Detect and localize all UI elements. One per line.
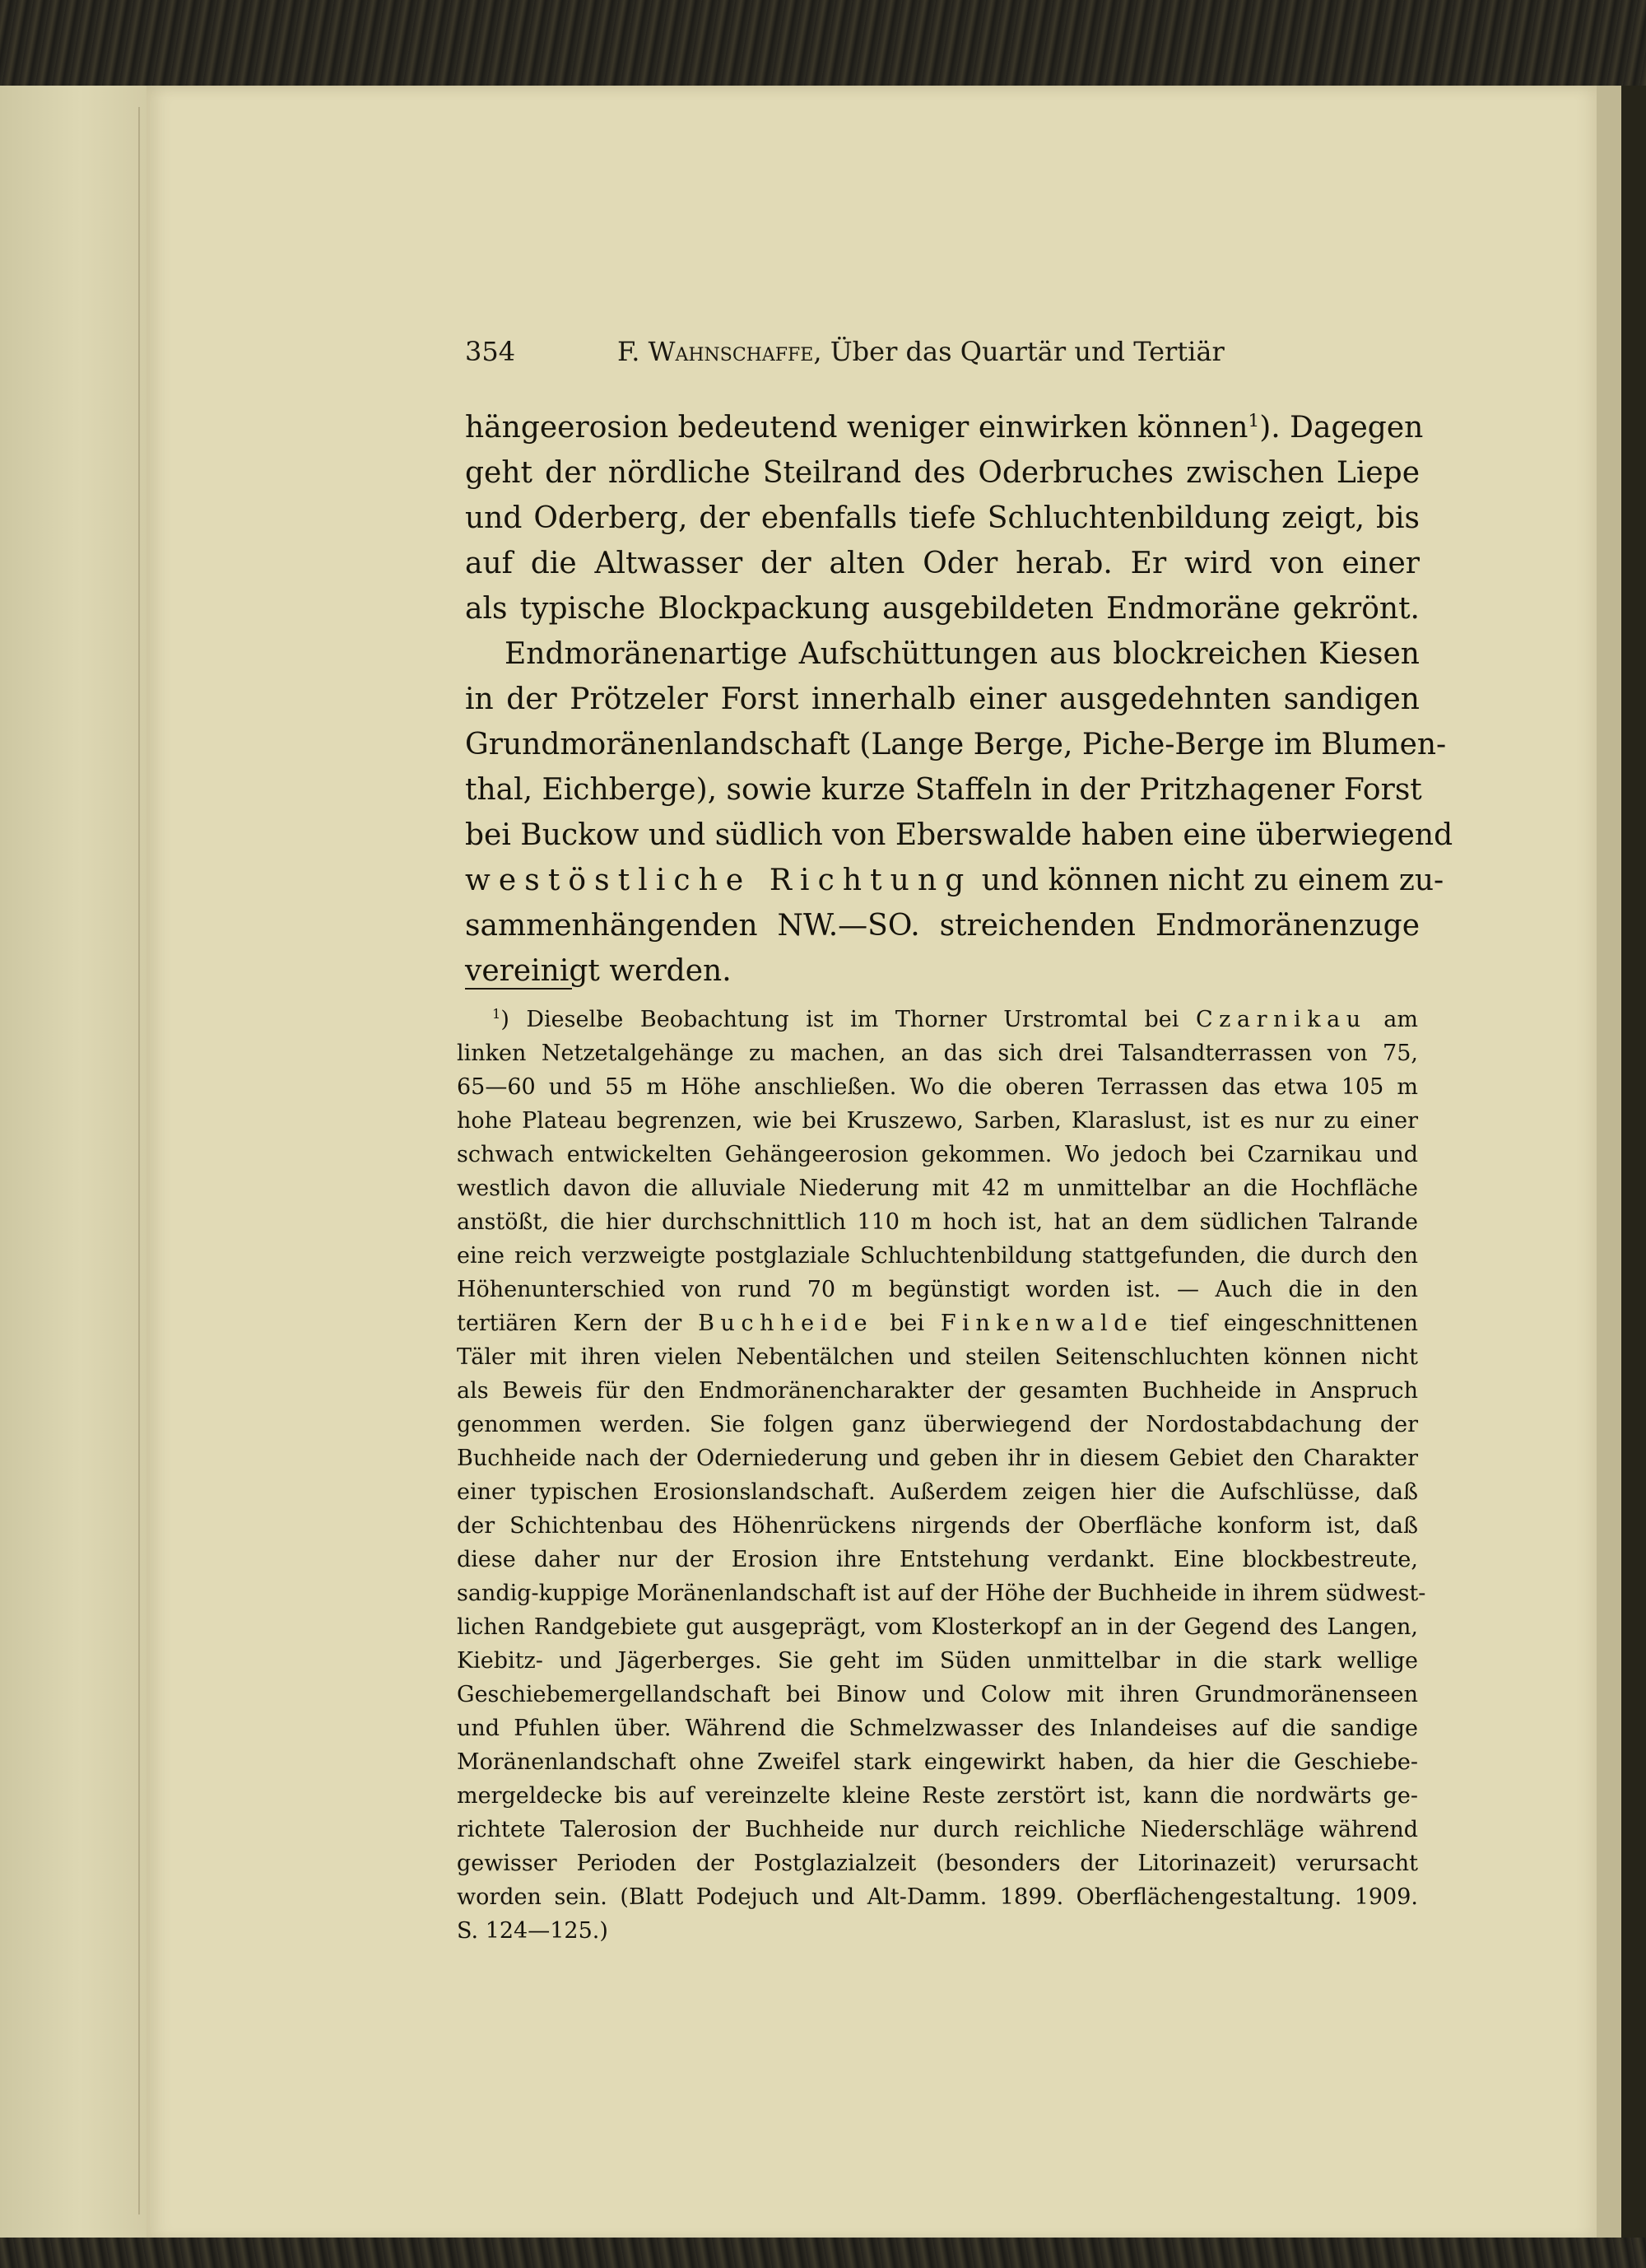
footnote-line: Höhenunterschied von rund 70 m begünstigt worden ist. — Auch die in den (457, 1277, 1418, 1302)
footnote-line: Buchheide nach der Oderniederung und geben ihr in diesem Gebiet den Charakter (457, 1446, 1418, 1471)
footnote-line: als Beweis für den Endmoränencharakter der gesamten Buchheide in Anspruch (457, 1378, 1418, 1404)
footnote-line: hohe Plateau begrenzen, wie bei Kruszewo, Sarben, Klaraslust, ist es nur zu einer (457, 1108, 1418, 1134)
main-text (465, 405, 1453, 994)
footnote-line: 65—60 und 55 m Höhe anschließen. Wo die oberen Terrassen das etwa 105 m (457, 1074, 1418, 1100)
text-line: vereinigt werden. (465, 954, 732, 988)
footnote-line: worden sein. (Blatt Podejuch und Alt-Damm. 1899. Oberflächengestaltung. 1909. (457, 1884, 1418, 1910)
previous-page-edge (0, 86, 146, 2242)
footnote-line: Täler mit ihren vielen Nebentälchen und steilen Seitenschluchten können nicht (457, 1344, 1418, 1370)
text-line: und Oderberg, der ebenfalls tiefe Schluchtenbildung zeigt, bis (465, 501, 1420, 535)
footnote-line: S. 124—125.) (457, 1918, 608, 1944)
text-line: westöstliche Richtung und können nicht zu einem zu- (465, 864, 1444, 897)
footnote-line: anstößt, die hier durchschnittlich 110 m hoch ist, hat an dem südlichen Talrande (457, 1209, 1418, 1235)
footnote-rule (465, 988, 572, 990)
footnote-line: Geschiebemergellandschaft bei Binow und Colow mit ihren Grundmoränenseen (457, 1682, 1418, 1707)
page-number: 354 (465, 336, 516, 367)
text-line: thal, Eichberge), sowie kurze Staffeln in der Pritzhagener Forst (465, 773, 1422, 807)
footnote-line: genommen werden. Sie folgen ganz überwiegend der Nordostabdachung der (457, 1412, 1418, 1437)
gutter-line (138, 107, 140, 2214)
running-title (617, 336, 1225, 367)
footnote-line: schwach entwickelten Gehängeerosion gekommen. Wo jedoch bei Czarnikau und (457, 1142, 1418, 1167)
page-stack-edge (1597, 86, 1621, 2242)
footnote-line: westlich davon die alluviale Niederung mit 42 m unmittelbar an die Hochfläche (457, 1176, 1418, 1201)
text-line: in der Prötzeler Forst innerhalb einer ausgedehnten sandigen (465, 682, 1420, 716)
footnote-line: Moränenlandschaft ohne Zweifel stark eingewirkt haben, da hier die Geschiebe- (457, 1749, 1418, 1775)
footnote-line: tertiären Kern der Buchheide bei Finkenwalde tief eingeschnittenen (457, 1311, 1418, 1336)
book-cover-edge (1621, 86, 1646, 2242)
text-line: hängeerosion bedeutend weniger einwirken können$^1$). Dagegen (465, 411, 1424, 445)
footnote (457, 1003, 1426, 1948)
text-line: Endmoränenartige Aufschüttungen aus blockreichen Kiesen (504, 637, 1420, 671)
footnote-line: diese daher nur der Erosion ihre Entstehung verdankt. Eine blockbestreute, (457, 1547, 1418, 1572)
text-line: als typische Blockpackung ausgebildeten Endmoräne gekrönt. (465, 592, 1420, 626)
footnote-line: und Pfuhlen über. Während die Schmelzwasser des Inlandeises auf die sandige (457, 1716, 1418, 1741)
footnote-line: lichen Randgebiete gut ausgeprägt, vom Klosterkopf an in der Gegend des Langen, (457, 1614, 1418, 1640)
footnote-line: gewisser Perioden der Postglazialzeit (besonders der Litorinazeit) verursacht (457, 1851, 1418, 1876)
footnote-line: der Schichtenbau des Höhenrückens nirgends der Oberfläche konform ist, daß (457, 1513, 1418, 1539)
footnote-line: linken Netzetalgehänge zu machen, an das sich drei Talsandterrassen von 75, (457, 1041, 1418, 1066)
footnote-line: $^1$) Dieselbe Beobachtung ist im Thorner Urstromtal bei Czarnikau am (492, 1006, 1418, 1032)
title-text: , Über das Quartär und Tertiär (813, 336, 1225, 367)
spaced-emphasis: Czarnikau (1195, 1007, 1367, 1032)
footnote-line: mergeldecke bis auf vereinzelte kleine Reste zerstört ist, kann die nordwärts ge- (457, 1783, 1418, 1809)
footnote-line: einer typischen Erosionslandschaft. Außerdem zeigen hier die Aufschlüsse, daß (457, 1479, 1418, 1505)
text-line: bei Buckow und südlich von Eberswalde haben eine überwiegend (465, 818, 1453, 852)
footnote-line: eine reich verzweigte postglaziale Schluchtenbildung stattgefunden, die durch den (457, 1243, 1418, 1269)
footnote-reference: 1 (1248, 411, 1260, 431)
text-line: geht der nördliche Steilrand des Oderbruches zwischen Liepe (465, 456, 1420, 490)
footnote-line: richtete Talerosion der Buchheide nur durch reichliche Niederschläge während (457, 1817, 1418, 1842)
author-name: Wahnschaffe (648, 336, 814, 367)
spaced-emphasis: Buchheide (698, 1311, 874, 1336)
book-binding-top (0, 0, 1646, 92)
footnote-line: Kiebitz- und Jägerberges. Sie geht im Süden unmittelbar in die stark wellige (457, 1648, 1418, 1674)
author-initial: F. (617, 336, 640, 367)
text-line: auf die Altwasser der alten Oder herab. Er wird von einer (465, 547, 1420, 580)
spaced-emphasis: Finkenwalde (940, 1311, 1154, 1336)
book-binding-bottom (0, 2238, 1646, 2268)
text-line: sammenhängenden NW.—SO. streichenden Endmoränenzuge (465, 909, 1420, 943)
spaced-emphasis: westöstliche Richtung (465, 864, 973, 897)
footnote-line: sandig-kuppige Moränenlandschaft ist auf der Höhe der Buchheide in ihrem südwest- (457, 1581, 1426, 1606)
footnote-marker: 1 (492, 1006, 501, 1022)
text-line: Grundmoränenlandschaft (Lange Berge, Piche-Berge im Blumen- (465, 728, 1447, 761)
